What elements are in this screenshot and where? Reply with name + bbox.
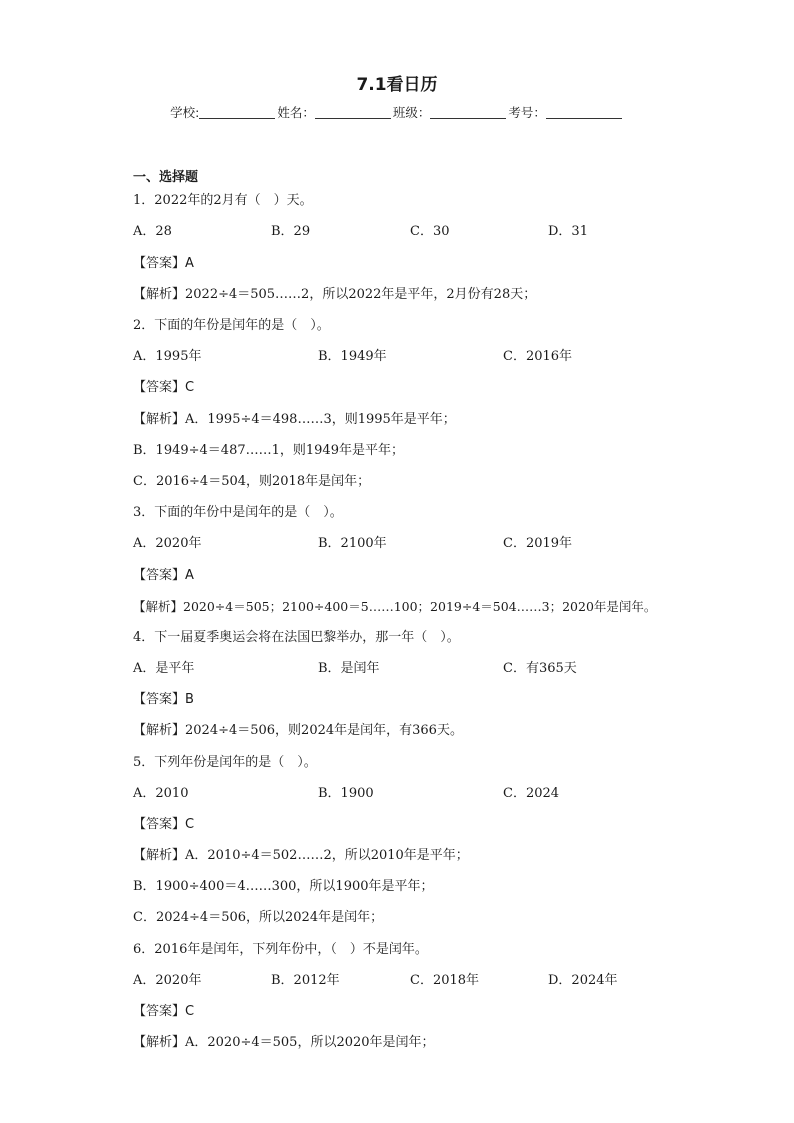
option: B．29 [271,224,311,239]
option: A．2010 [133,786,189,801]
analysis-line: 【解析】2024÷4＝506，则2024年是闰年，有366天。 [133,723,463,738]
school-label: 学校: [170,105,200,120]
answer-line: 【答案】A [133,568,194,583]
analysis-line: 【解析】A．1995÷4＝498……3，则1995年是平年； [133,412,456,427]
answer-line: 【答案】A [133,256,194,271]
question-stem: 1．2022年的2月有（ ）天。 [133,193,313,208]
option: C．2018年 [410,973,480,988]
question-stem: 2．下面的年份是闰年的是（ ）。 [133,318,330,333]
analysis-line: 【解析】2022÷4＝505……2，所以2022年是平年，2月份有28天； [133,287,537,302]
option: B．是闰年 [318,661,380,676]
answer-line: 【答案】C [133,380,195,395]
option: D．31 [548,224,588,239]
option: A．是平年 [133,661,195,676]
analysis-line: 【解析】A．2020÷4＝505，所以2020年是闰年； [133,1035,435,1050]
option: C．2019年 [503,536,573,551]
analysis-line: C．2024÷4＝506，所以2024年是闰年； [133,910,384,925]
answer-line: 【答案】C [133,817,195,832]
id-blank[interactable] [546,105,622,119]
option: B．1900 [318,786,374,801]
option: C．30 [410,224,450,239]
option: D．2024年 [548,973,618,988]
name-label: 姓名： [277,105,315,120]
id-label: 考号： [508,105,546,120]
question-stem: 4．下一届夏季奥运会将在法国巴黎举办，那一年（ ）。 [133,630,460,645]
option: C．2024 [503,786,560,801]
option: C．有365天 [503,661,577,676]
question-stem: 6．2016年是闰年，下列年份中，（ ）不是闰年。 [133,942,428,957]
analysis-line: B．1900÷400＝4……300，所以1900年是平年； [133,879,434,894]
page-title: 7.1看日历 [356,75,438,95]
student-info-line [0,103,794,121]
analysis-line: C．2016÷4＝504，则2018年是闰年； [133,474,371,489]
answer-line: 【答案】C [133,1004,195,1019]
analysis-line: 【解析】A．2010÷4＝502……2，所以2010年是平年； [133,848,469,863]
option: A．28 [133,224,172,239]
option: C．2016年 [503,349,573,364]
class-label: 班级： [392,105,431,120]
option: A．1995年 [133,349,202,364]
analysis-line: B．1949÷4＝487……1，则1949年是平年； [133,443,404,458]
answer-line: 【答案】B [133,692,194,707]
option: A．2020年 [133,973,202,988]
option: B．2012年 [271,973,340,988]
school-blank[interactable] [199,105,275,119]
section-title: 一、选择题 [133,170,199,185]
option: B．2100年 [318,536,387,551]
option: A．2020年 [133,536,202,551]
option: B．1949年 [318,349,387,364]
question-stem: 3．下面的年份中是闰年的是（ ）。 [133,505,343,520]
class-blank[interactable] [430,105,506,119]
question-stem: 5．下列年份是闰年的是（ ）。 [133,755,317,770]
name-blank[interactable] [315,105,391,119]
analysis-line: 【解析】2020÷4＝505；2100÷400＝5……100；2019÷4＝504……3；2020年是闰年。 [133,599,657,614]
